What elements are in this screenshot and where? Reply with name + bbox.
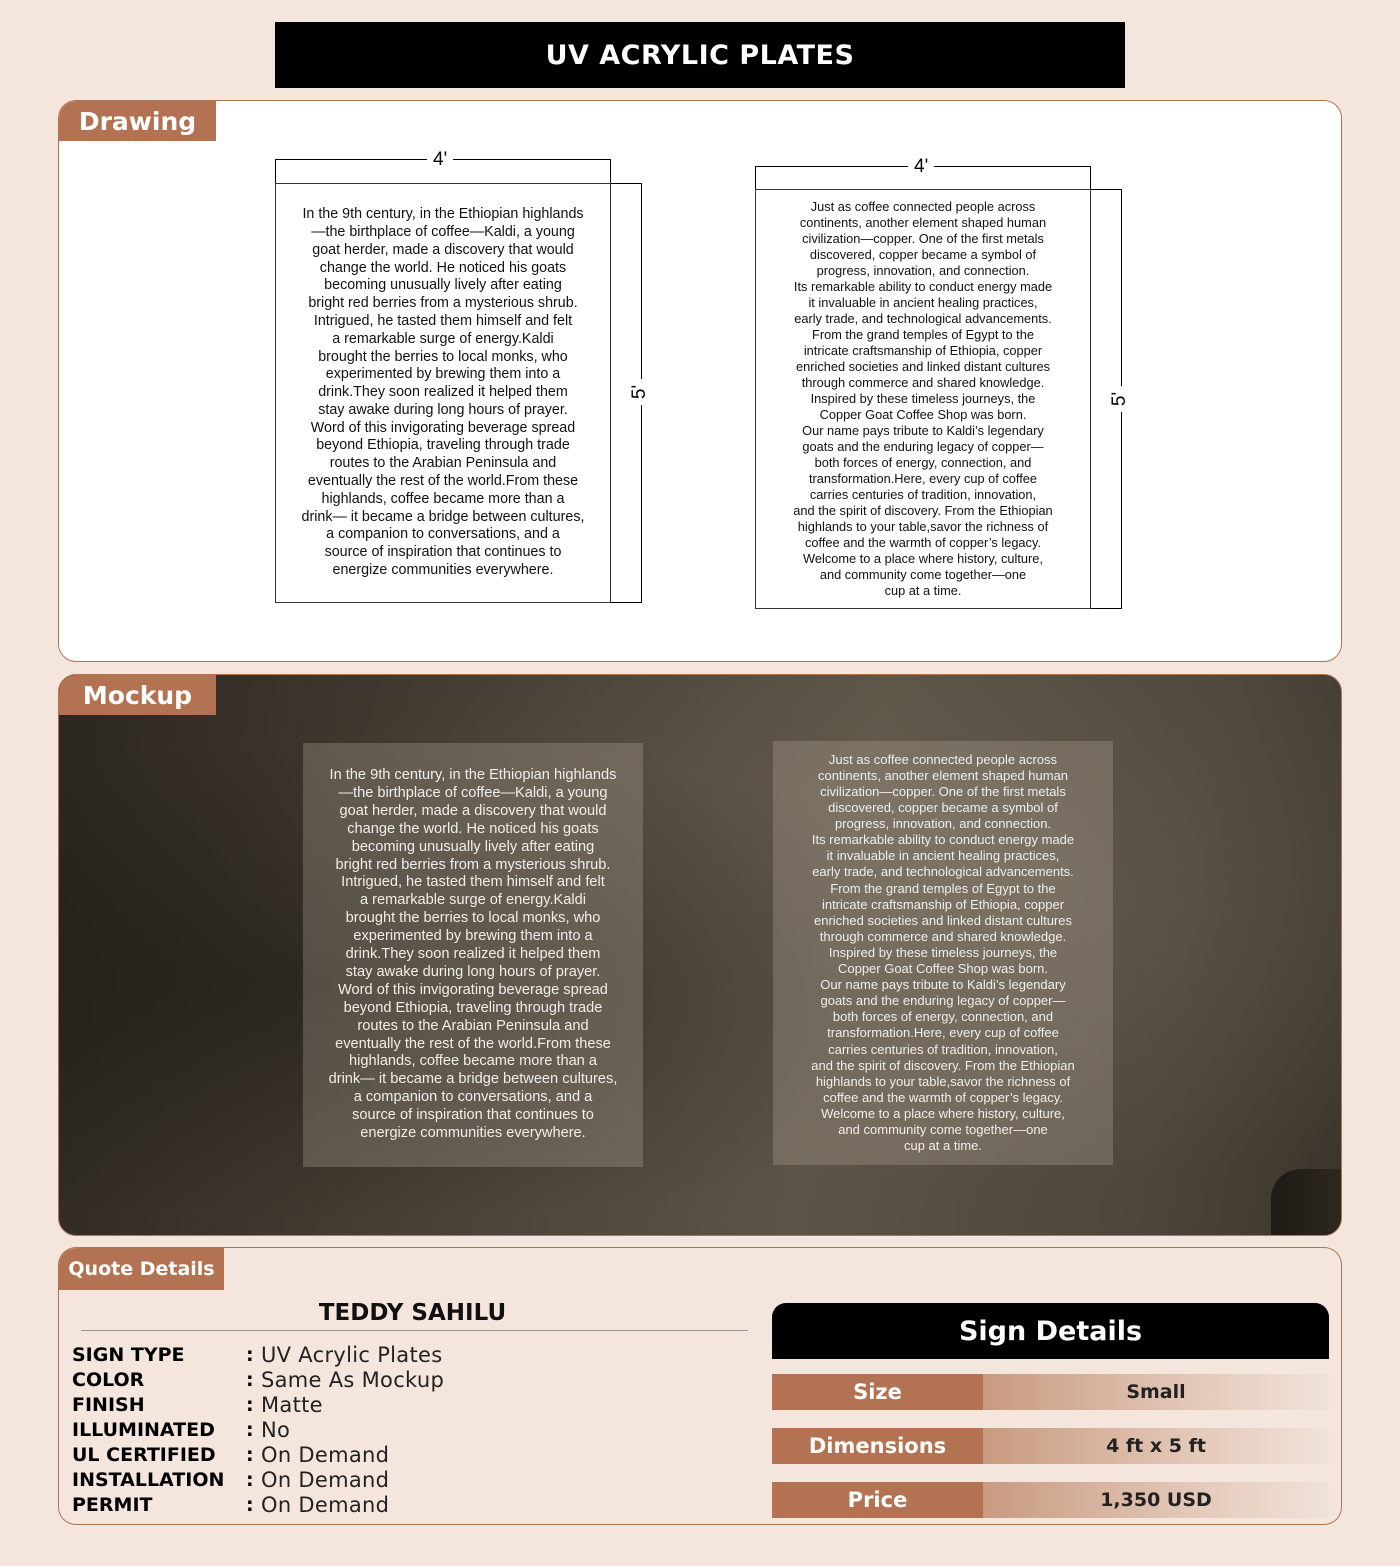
spec-row-color bbox=[72, 1367, 444, 1392]
sign-details-header: Sign Details bbox=[772, 1303, 1329, 1359]
spec-colon: : bbox=[246, 1493, 254, 1516]
spec-value: UV Acrylic Plates bbox=[261, 1342, 443, 1367]
spec-value: Matte bbox=[261, 1392, 323, 1417]
sign-detail-key: Price bbox=[772, 1482, 983, 1518]
spec-label: COLOR bbox=[72, 1368, 145, 1391]
right-width-tick-right bbox=[1090, 166, 1091, 190]
page-title: UV ACRYLIC PLATES bbox=[275, 22, 1125, 88]
spec-label: PERMIT bbox=[72, 1493, 153, 1516]
left-mockup-text: In the 9th century, in the Ethiopian highlands —the birthplace of coffee—Kaldi, a young goat herder, made a discovery that would change the world. He noticed his goats becoming unusually lively after eating bright red berries from a mysterious shrub. Intrigued, he tasted them himself and felt a remarkable surge of energy.Kaldi brought the berries to local monks, who experimented by brewing them into a drink.They soon realized it helped them stay awake during long hours of prayer. Word of this invigorating beverage spread beyond Ethiopia, traveling through trade routes to the Arabian Peninsula and eventually the rest of the world.From these highlands, coffee became more than a drink— it became a bridge between cultures, a companion to conversations, and a source of inspiration that continues to energize communities everywhere. bbox=[328, 766, 618, 1142]
spec-value: On Demand bbox=[261, 1442, 390, 1467]
left-height-tick-top bbox=[611, 183, 642, 184]
client-name: TEDDY SAHILU bbox=[318, 1300, 507, 1326]
right-height-tick-bottom bbox=[1091, 608, 1122, 609]
mockup-tab: Mockup bbox=[59, 675, 216, 715]
left-height-tick-bottom bbox=[611, 602, 642, 603]
sign-detail-size bbox=[772, 1374, 1329, 1410]
spec-colon: : bbox=[246, 1343, 254, 1366]
decor-object bbox=[1271, 1169, 1341, 1235]
spec-value: On Demand bbox=[261, 1467, 390, 1492]
sign-detail-dimensions bbox=[772, 1428, 1329, 1464]
spec-row-ul-certified bbox=[72, 1442, 389, 1467]
mockup-panel bbox=[58, 674, 1342, 1236]
sign-detail-key: Size bbox=[772, 1374, 983, 1410]
left-plate-mockup bbox=[303, 743, 643, 1167]
quote-tab: Quote Details bbox=[59, 1248, 224, 1290]
spec-label: FINISH bbox=[72, 1393, 145, 1416]
right-plate-text: Just as coffee connected people across continents, another element shaped human civilization—copper. One of the first metals discovered, copper became a symbol of progress, innovation, and connection. Its remarkable ability to conduct energy made it invaluable in ancient healing practices, early trade, and technological advancements. From the grand temples of Egypt to the intricate craftsmanship of Ethiopia, copper enriched societies and linked distant cultures through commerce and shared knowledge. Inspired by these timeless journeys, the Copper Goat Coffee Shop was born. Our name pays tribute to Kaldi’s legendary goats and the enduring legacy of copper— both forces of energy, connection, and transformation.Here, every cup of coffee carries centuries of tradition, innovation, and the spirit of discovery. From the Ethiopian highlands to your table,savor the richness of coffee and the warmth of copper’s legacy. Welcome to a place where history, culture, and community come together—one cup at a time. bbox=[793, 199, 1053, 598]
right-height-label: 5' bbox=[1109, 386, 1131, 412]
spec-label: UL CERTIFIED bbox=[72, 1443, 216, 1466]
spec-row-finish bbox=[72, 1392, 323, 1417]
spec-value: Same As Mockup bbox=[261, 1367, 445, 1392]
quote-panel bbox=[58, 1247, 1342, 1525]
left-height-label: 5' bbox=[629, 379, 651, 405]
left-plate-text: In the 9th century, in the Ethiopian highlands —the birthplace of coffee—Kaldi, a young goat herder, made a discovery that would change the world. He noticed his goats becoming unusually lively after eating bright red berries from a mysterious shrub. Intrigued, he tasted them himself and felt a remarkable surge of energy.Kaldi brought the berries to local monks, who experimented by brewing them into a drink.They soon realized it helped them stay awake during long hours of prayer. Word of this invigorating beverage spread beyond Ethiopia, traveling through trade routes to the Arabian Peninsula and eventually the rest of the world.From these highlands, coffee became more than a drink— it became a bridge between cultures, a companion to conversations, and a source of inspiration that continues to energize communities everywhere. bbox=[301, 206, 585, 579]
spec-row-permit bbox=[72, 1492, 389, 1517]
spec-row-illuminated bbox=[72, 1417, 290, 1442]
sign-detail-value: 4 ft x 5 ft bbox=[983, 1428, 1329, 1464]
spec-colon: : bbox=[246, 1418, 254, 1441]
spec-value: On Demand bbox=[261, 1492, 390, 1517]
sign-detail-key: Dimensions bbox=[772, 1428, 983, 1464]
right-mockup-text: Just as coffee connected people across continents, another element shaped human civilization—copper. One of the first metals discovered, copper became a symbol of progress, innovation, and connection. Its remarkable ability to conduct energy made it invaluable in ancient healing practices, early trade, and technological advancements. From the grand temples of Egypt to the intricate craftsmanship of Ethiopia, copper enriched societies and linked distant cultures through commerce and shared knowledge. Inspired by these timeless journeys, the Copper Goat Coffee Shop was born. Our name pays tribute to Kaldi’s legendary goats and the enduring legacy of copper— both forces of energy, connection, and transformation.Here, every cup of coffee carries centuries of tradition, innovation, and the spirit of discovery. From the Ethiopian highlands to your table,savor the richness of coffee and the warmth of copper’s legacy. Welcome to a place where history, culture, and community come together—one cup at a time. bbox=[811, 751, 1075, 1154]
left-plate-drawing bbox=[275, 183, 611, 603]
right-width-label: 4' bbox=[908, 156, 934, 178]
spec-label: ILLUMINATED bbox=[72, 1418, 215, 1441]
spec-label: SIGN TYPE bbox=[72, 1343, 185, 1366]
spec-colon: : bbox=[246, 1393, 254, 1416]
drawing-panel bbox=[58, 100, 1342, 662]
right-plate-mockup bbox=[773, 741, 1113, 1165]
drawing-tab: Drawing bbox=[59, 101, 216, 141]
client-divider bbox=[81, 1330, 748, 1331]
sign-detail-price bbox=[772, 1482, 1329, 1518]
spec-row-sign-type bbox=[72, 1342, 442, 1367]
right-width-tick-left bbox=[755, 166, 756, 190]
right-plate-drawing bbox=[755, 189, 1091, 609]
spec-value: No bbox=[261, 1417, 291, 1442]
sign-detail-value: Small bbox=[983, 1374, 1329, 1410]
spec-colon: : bbox=[246, 1368, 254, 1391]
left-width-tick-right bbox=[610, 159, 611, 183]
left-width-tick-left bbox=[275, 159, 276, 183]
right-height-tick-top bbox=[1091, 189, 1122, 190]
spec-colon: : bbox=[246, 1443, 254, 1466]
left-width-label: 4' bbox=[427, 149, 453, 171]
sign-detail-value: 1,350 USD bbox=[983, 1482, 1329, 1518]
spec-label: INSTALLATION bbox=[72, 1468, 225, 1491]
spec-colon: : bbox=[246, 1468, 254, 1491]
spec-row-installation bbox=[72, 1467, 389, 1492]
